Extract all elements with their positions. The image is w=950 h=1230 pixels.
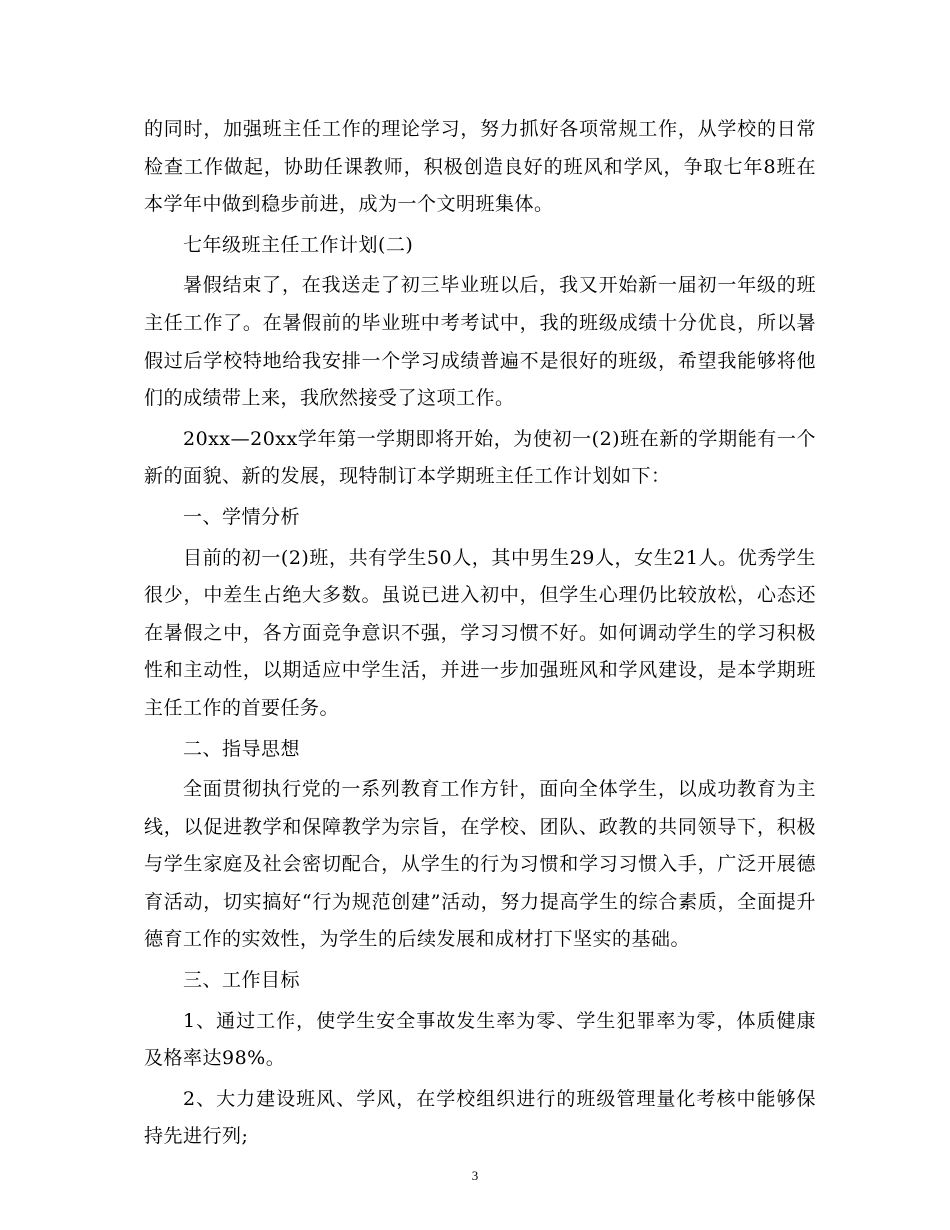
heading-work-goals: 三、工作目标 bbox=[183, 969, 301, 992]
paragraph-situation-analysis: 目前的初一(2)班，共有学生50人，其中男生29人，女生21人。优秀学生很少，中差生占绝大多数。虽说已进入初中，但学生心理仍比较放松，心态还在暑假之中，各方面竞争意识不强，学习习惯不好。如何调动学生的学习积极性和主动性，以期适应中学生活，并进一步加强班风和学风建设，是本学期班主任工作的首要任务。 bbox=[144, 546, 816, 719]
page-number: 3 bbox=[471, 1168, 479, 1183]
heading-guiding-ideology: 二、指导思想 bbox=[183, 737, 301, 760]
section-title-plan-two: 七年级班主任工作计划(二) bbox=[183, 233, 414, 256]
paragraph-semester-plan: 20xx—20xx学年第一学期即将开始，为使初一(2)班在新的学期能有一个新的面貌、新的发展，现特制订本学期班主任工作计划如下： bbox=[144, 427, 816, 488]
paragraph-summer-intro: 暑假结束了，在我送走了初三毕业班以后，我又开始新一届初一年级的班主任工作了。在暑假前的毕业班中考考试中，我的班级成绩十分优良，所以暑假过后学校特地给我安排一个学习成绩普遍不是很好的班级，希望我能够将他们的成绩带上来，我欣然接受了这项工作。 bbox=[144, 274, 816, 410]
paragraph-guiding-ideology: 全面贯彻执行党的一系列教育工作方针，面向全体学生，以成功教育为主线，以促进教学和保障教学为宗旨，在学校、团队、政教的共同领导下，积极与学生家庭及社会密切配合，从学生的行为习惯和学习习惯入手，广泛开展德育活动，切实搞好“行为规范创建”活动，努力提高学生的综合素质，全面提升德育工作的实效性，为学生的后续发展和成材打下坚实的基础。 bbox=[144, 778, 816, 951]
paragraph-continuation: 的同时，加强班主任工作的理论学习，努力抓好各项常规工作，从学校的日常检查工作做起，协助任课教师，积极创造良好的班风和学风，争取七年8班在本学年中做到稳步前进，成为一个文明班集体。 bbox=[144, 118, 816, 216]
document-body bbox=[144, 111, 816, 1159]
paragraph-goal-2: 2、大力建设班风、学风，在学校组织进行的班级管理量化考核中能够保持先进行列; bbox=[144, 1087, 816, 1148]
heading-situation-analysis: 一、学情分析 bbox=[183, 505, 301, 528]
paragraph-goal-1: 1、通过工作，使学生安全事故发生率为零、学生犯罪率为零，体质健康及格率达98%。 bbox=[144, 1009, 816, 1070]
